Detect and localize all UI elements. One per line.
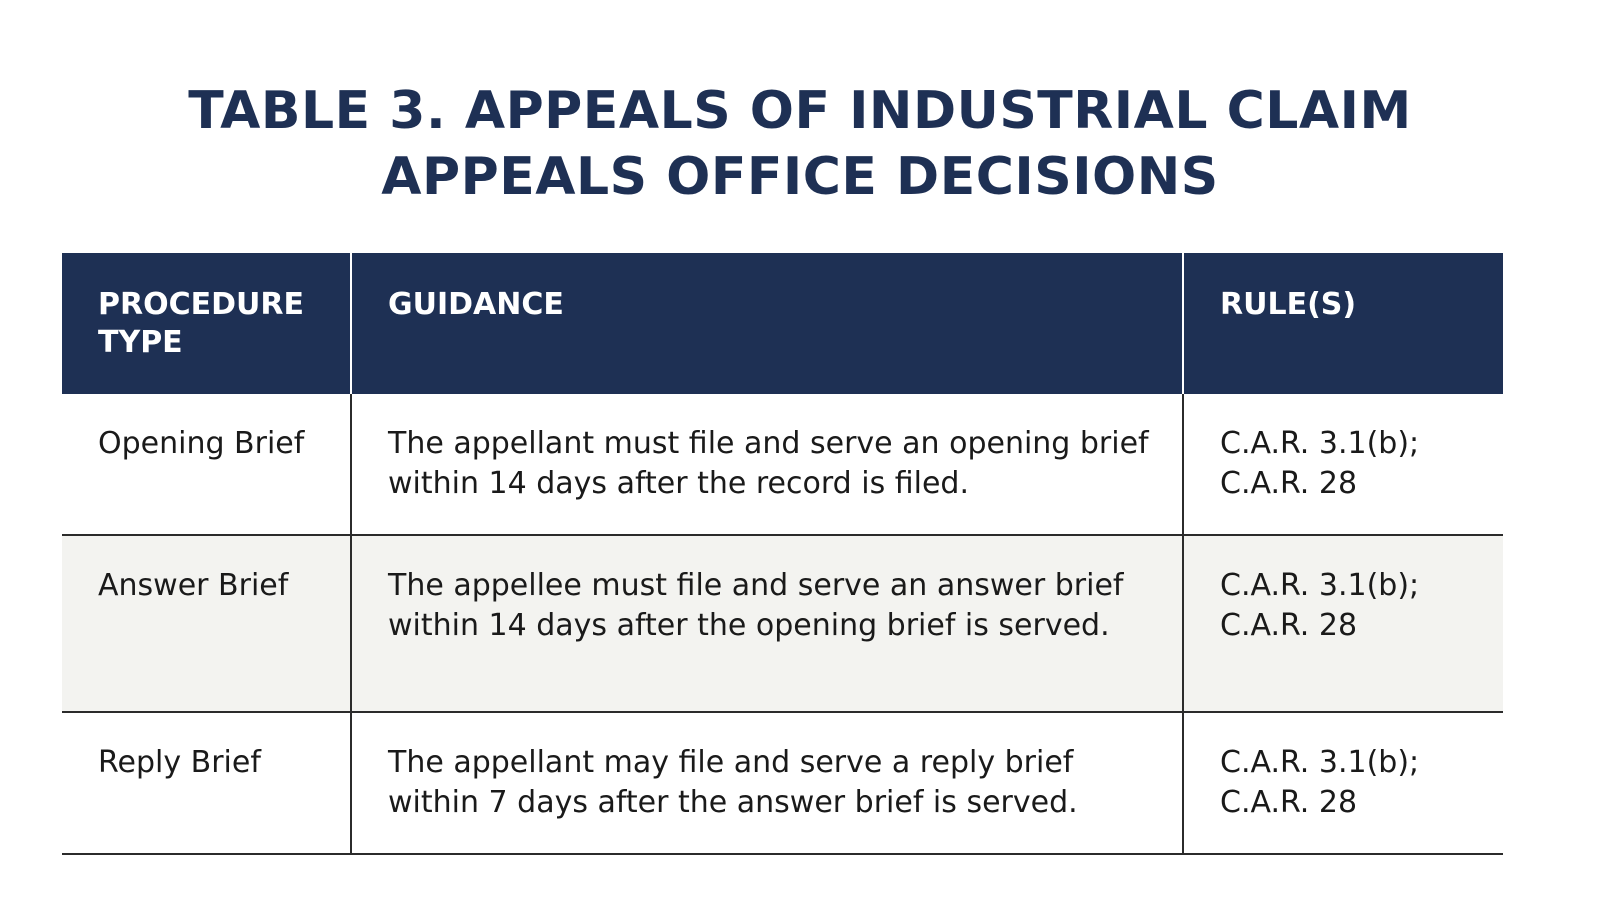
guidance-cell: The appellee must file and serve an answer brief within 14 days after the opening brief is served.	[351, 535, 1183, 712]
page-title	[0, 78, 1600, 210]
rule-line: C.A.R. 28	[1220, 785, 1358, 820]
rule-line: C.A.R. 28	[1220, 466, 1358, 501]
guidance-cell: The appellant must file and serve an opening brief within 14 days after the record is filed.	[351, 394, 1183, 535]
procedure-table	[62, 253, 1503, 855]
title-line-1: TABLE 3. APPEALS OF INDUSTRIAL CLAIM	[188, 81, 1412, 141]
table-row	[62, 535, 1503, 712]
header-procedure-type: PROCEDURE TYPE	[62, 253, 351, 394]
table-row	[62, 712, 1503, 854]
rules-cell	[1183, 394, 1503, 535]
rules-cell	[1183, 535, 1503, 712]
header-rules: RULE(S)	[1183, 253, 1503, 394]
title-line-2: APPEALS OFFICE DECISIONS	[381, 147, 1219, 207]
rule-line: C.A.R. 3.1(b);	[1220, 568, 1420, 603]
table-row	[62, 394, 1503, 535]
guidance-cell: The appellant may file and serve a reply brief within 7 days after the answer brief is served.	[351, 712, 1183, 854]
procedure-cell: Opening Brief	[62, 394, 351, 535]
rule-line: C.A.R. 3.1(b);	[1220, 745, 1420, 780]
header-guidance: GUIDANCE	[351, 253, 1183, 394]
rule-line: C.A.R. 28	[1220, 608, 1358, 643]
table-header-row	[62, 253, 1503, 394]
rule-line: C.A.R. 3.1(b);	[1220, 426, 1420, 461]
rules-cell	[1183, 712, 1503, 854]
procedure-cell: Reply Brief	[62, 712, 351, 854]
procedure-cell: Answer Brief	[62, 535, 351, 712]
